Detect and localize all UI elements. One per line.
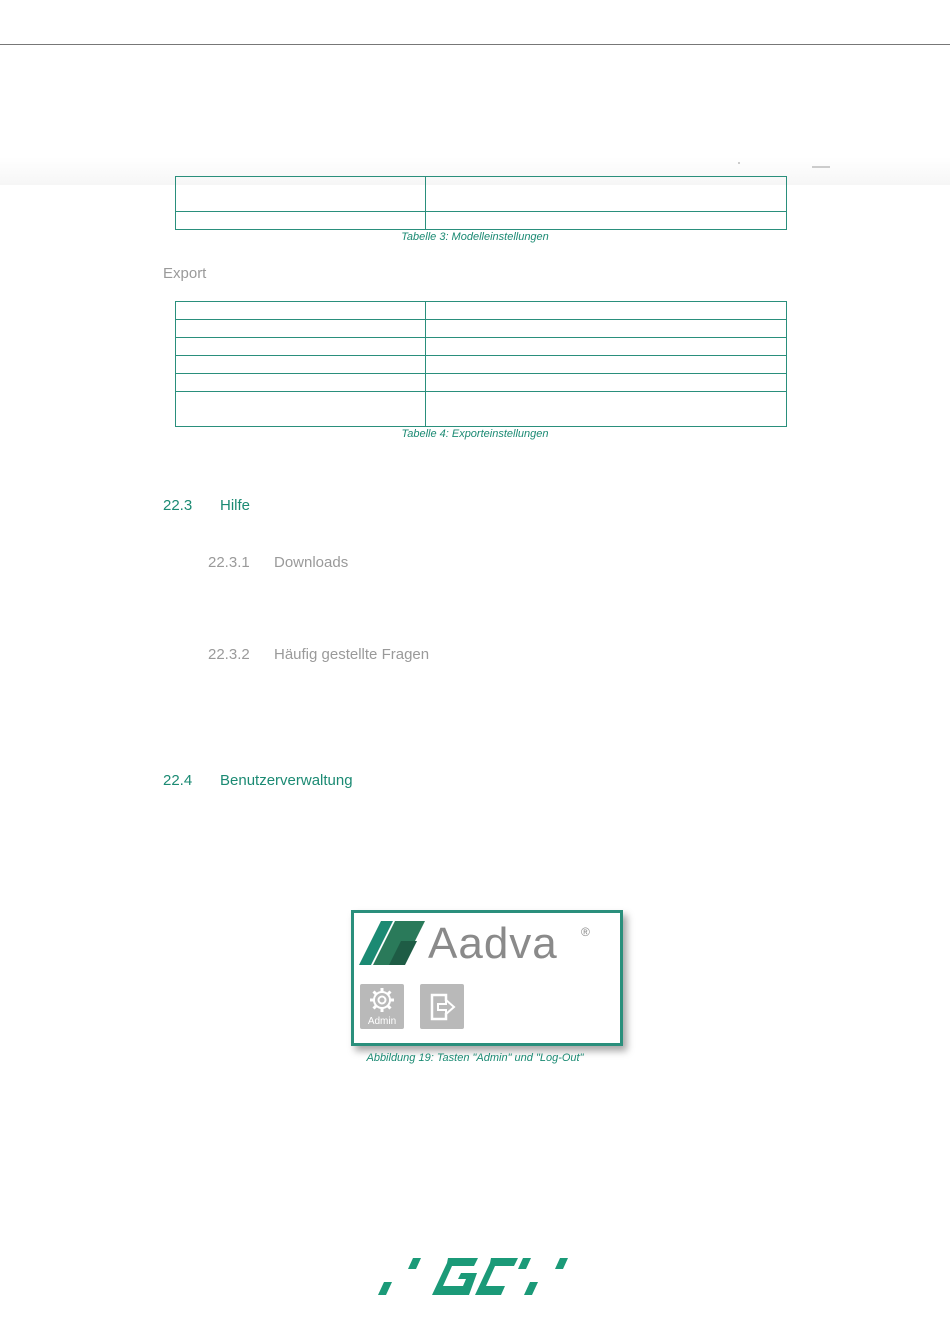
aadva-logo-icon xyxy=(359,917,425,967)
gc-logo-icon xyxy=(378,1255,573,1299)
gear-icon xyxy=(369,987,395,1013)
table-row xyxy=(176,392,787,427)
section-title: Häufig gestellte Fragen xyxy=(274,646,430,663)
section-title: Downloads xyxy=(274,554,349,571)
section-title: Hilfe xyxy=(220,497,251,514)
page-header-fade xyxy=(0,0,950,185)
section-heading-benutzerverwaltung xyxy=(163,772,353,789)
section-heading-faq xyxy=(208,646,429,663)
table-row xyxy=(176,356,787,374)
section-title: Benutzerverwaltung xyxy=(220,772,353,789)
section-heading-hilfe xyxy=(163,497,250,514)
header-mark xyxy=(738,162,740,164)
aadva-logo-text: Aadva xyxy=(428,919,558,968)
export-settings-table xyxy=(175,301,787,427)
export-table-caption: Tabelle 4: Exporteinstellungen xyxy=(401,428,549,440)
logout-button[interactable] xyxy=(420,984,464,1029)
header-rule xyxy=(0,44,950,45)
table-row xyxy=(176,374,787,392)
section-heading-downloads xyxy=(208,554,348,571)
table-row xyxy=(176,177,787,212)
section-number: 22.3.1 xyxy=(208,554,250,571)
model-table-caption: Tabelle 3: Modelleinstellungen xyxy=(401,231,549,243)
registered-mark: ® xyxy=(581,925,590,939)
table-row xyxy=(176,212,787,230)
table-row xyxy=(176,320,787,338)
header-mark xyxy=(812,166,830,168)
table-row xyxy=(176,338,787,356)
section-number: 22.4 xyxy=(163,772,193,789)
table-row xyxy=(176,302,787,320)
section-number: 22.3.2 xyxy=(208,646,250,663)
admin-button-label: Admin xyxy=(367,1016,397,1027)
model-settings-table xyxy=(175,176,787,230)
admin-button[interactable] xyxy=(360,984,404,1029)
section-number: 22.3 xyxy=(163,497,193,514)
export-heading: Export xyxy=(163,265,207,282)
logout-icon xyxy=(429,992,457,1022)
figure-caption: Abbildung 19: Tasten "Admin" und "Log-Out" xyxy=(366,1052,584,1064)
figure-screenshot xyxy=(351,910,623,1046)
